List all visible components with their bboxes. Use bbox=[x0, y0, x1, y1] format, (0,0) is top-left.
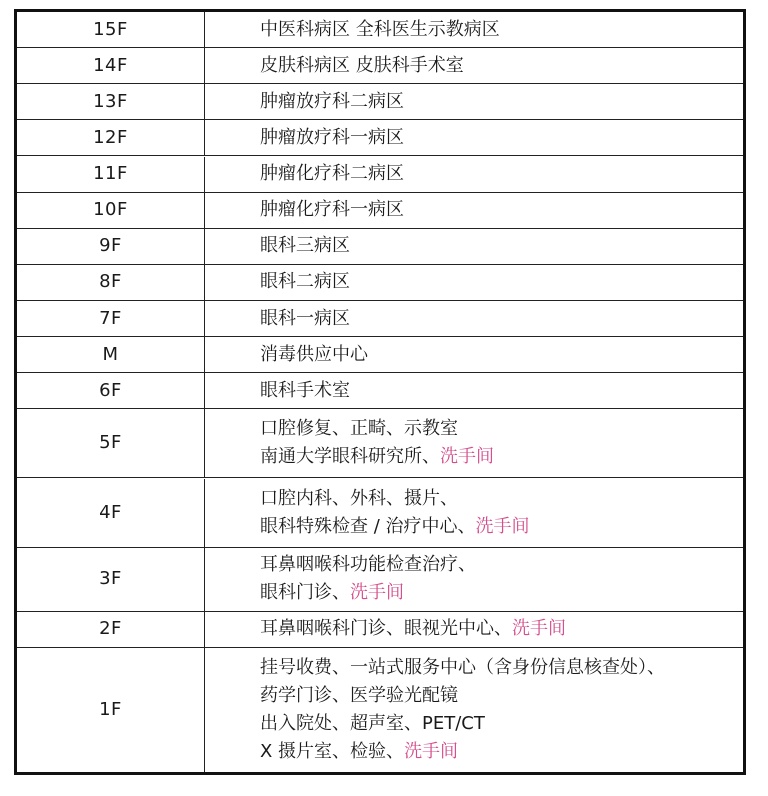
floor-label: 1F bbox=[17, 648, 205, 772]
department-line bbox=[260, 88, 743, 116]
department-cell bbox=[205, 548, 743, 612]
floor-label: 9F bbox=[17, 229, 205, 265]
department-text: 眼科特殊检查 / 治疗中心、 bbox=[260, 515, 476, 537]
department-cell bbox=[205, 12, 743, 48]
department-cell bbox=[205, 479, 743, 548]
department-text: 口腔修复、正畸、示教室 bbox=[260, 418, 458, 440]
department-text: 口腔内科、外科、摄片、 bbox=[260, 487, 458, 509]
department-text: 药学门诊、医学验光配镜 bbox=[260, 684, 458, 706]
department-text: 眼科三病区 bbox=[260, 235, 350, 257]
department-line bbox=[260, 232, 743, 260]
department-cell bbox=[205, 193, 743, 229]
floor-directory-table bbox=[14, 9, 746, 775]
floor-label: 10F bbox=[17, 193, 205, 229]
department-line bbox=[260, 682, 743, 710]
department-cell bbox=[205, 337, 743, 373]
restroom-label: 洗手间 bbox=[404, 740, 459, 762]
department-line bbox=[260, 377, 743, 405]
restroom-label: 洗手间 bbox=[475, 515, 530, 537]
department-line bbox=[260, 124, 743, 152]
floor-label: 14F bbox=[17, 48, 205, 84]
restroom-label: 洗手间 bbox=[350, 582, 404, 604]
department-cell bbox=[205, 84, 743, 120]
department-cell bbox=[205, 157, 743, 193]
floor-label: 3F bbox=[17, 548, 205, 612]
floor-label: 13F bbox=[17, 84, 205, 120]
floor-label: 4F bbox=[17, 479, 205, 548]
department-cell bbox=[205, 265, 743, 301]
department-text: 出入院处、超声室、PET/CT bbox=[260, 712, 485, 734]
department-cell bbox=[205, 373, 743, 409]
floor-label: M bbox=[17, 337, 205, 373]
department-line bbox=[260, 738, 743, 766]
department-text: 中医科病区 全科医生示教病区 bbox=[260, 18, 500, 40]
department-line bbox=[260, 160, 743, 188]
department-line bbox=[260, 305, 743, 333]
floor-label: 15F bbox=[17, 12, 205, 48]
restroom-label: 洗手间 bbox=[512, 618, 566, 640]
floor-label: 6F bbox=[17, 373, 205, 409]
department-line bbox=[260, 341, 743, 369]
department-line bbox=[260, 443, 743, 471]
department-line bbox=[260, 579, 743, 607]
department-text: 眼科门诊、 bbox=[260, 582, 350, 604]
department-line bbox=[260, 52, 743, 80]
department-cell bbox=[205, 612, 743, 648]
department-text: 耳鼻咽喉科功能检查治疗、 bbox=[260, 554, 476, 576]
floor-label: 8F bbox=[17, 265, 205, 301]
department-text: 肿瘤放疗科一病区 bbox=[260, 126, 404, 148]
floor-label: 2F bbox=[17, 612, 205, 648]
department-text: X 摄片室、检验、 bbox=[260, 740, 405, 762]
department-line bbox=[260, 615, 743, 643]
department-text: 肿瘤化疗科一病区 bbox=[260, 199, 404, 221]
department-line bbox=[260, 551, 743, 579]
department-text: 耳鼻咽喉科门诊、眼视光中心、 bbox=[260, 618, 512, 640]
department-text: 皮肤科病区 皮肤科手术室 bbox=[260, 54, 464, 76]
department-cell bbox=[205, 120, 743, 156]
floor-label: 12F bbox=[17, 120, 205, 156]
department-cell bbox=[205, 48, 743, 84]
department-line bbox=[260, 268, 743, 296]
department-line bbox=[260, 710, 743, 738]
department-line bbox=[260, 16, 743, 44]
department-line bbox=[260, 196, 743, 224]
department-cell bbox=[205, 409, 743, 478]
department-text: 南通大学眼科研究所、 bbox=[260, 446, 440, 468]
floor-label: 11F bbox=[17, 157, 205, 193]
department-line bbox=[260, 415, 743, 443]
department-cell bbox=[205, 301, 743, 337]
floor-label: 5F bbox=[17, 409, 205, 478]
department-text: 眼科手术室 bbox=[260, 379, 350, 401]
department-line bbox=[260, 654, 743, 682]
department-line bbox=[260, 513, 743, 541]
department-text: 挂号收费、一站式服务中心（含身份信息核查处）、 bbox=[260, 656, 665, 678]
department-line bbox=[260, 485, 743, 513]
department-text: 眼科二病区 bbox=[260, 271, 350, 293]
restroom-label: 洗手间 bbox=[440, 446, 494, 468]
department-text: 肿瘤化疗科二病区 bbox=[260, 163, 404, 184]
department-text: 眼科一病区 bbox=[260, 307, 350, 329]
department-cell bbox=[205, 648, 743, 772]
department-text: 肿瘤放疗科二病区 bbox=[260, 90, 404, 112]
department-cell bbox=[205, 229, 743, 265]
floor-label: 7F bbox=[17, 301, 205, 337]
department-text: 消毒供应中心 bbox=[260, 343, 368, 365]
